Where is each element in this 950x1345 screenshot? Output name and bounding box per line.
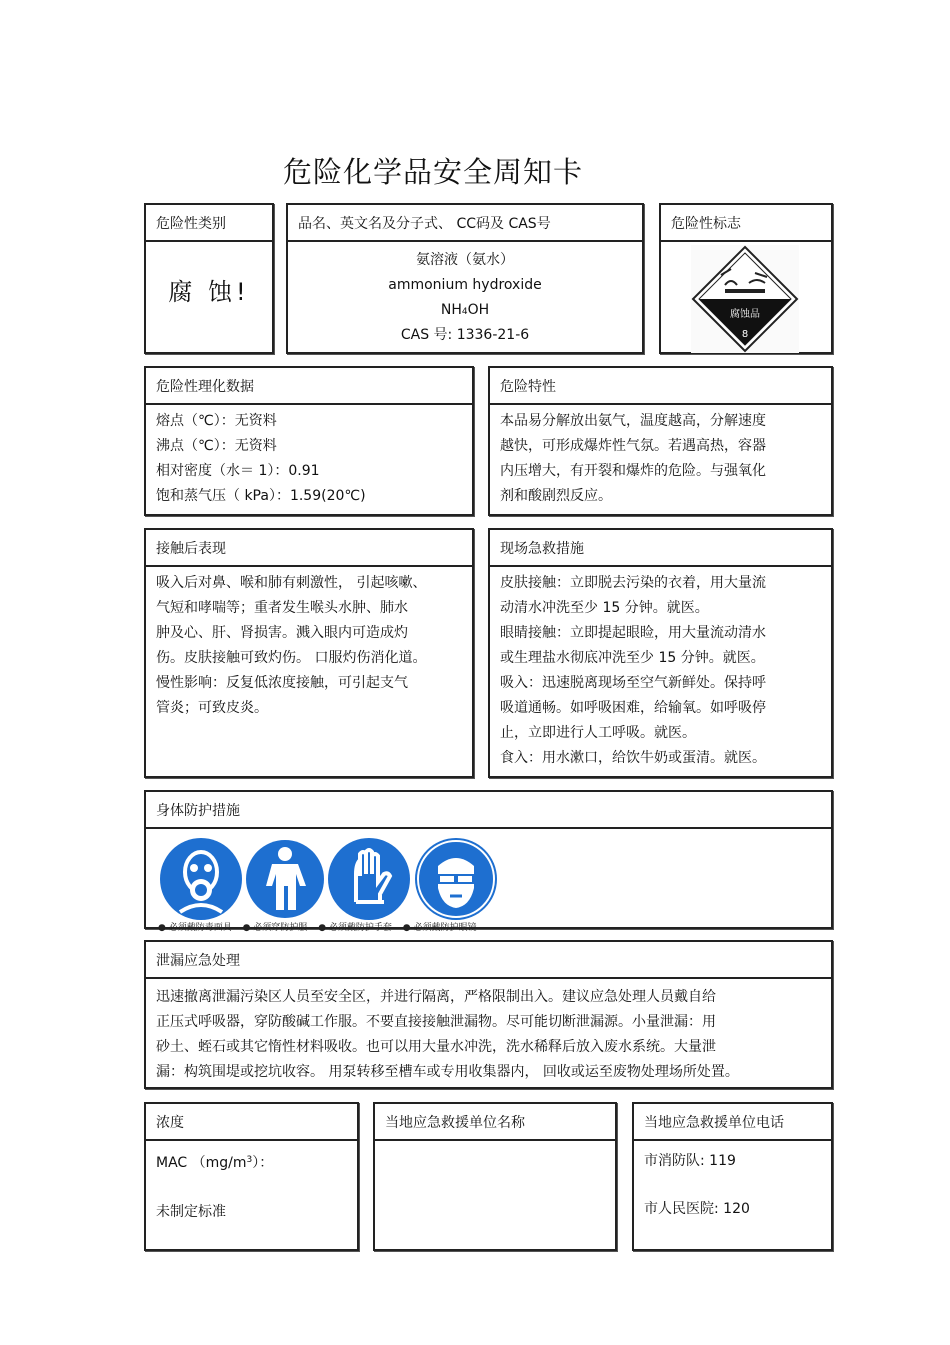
gas-mask-icon	[158, 836, 244, 922]
rescue-unit-box	[373, 1102, 617, 1251]
rescue-unit-header: 当地应急救援单位名称	[375, 1104, 615, 1141]
mac-label: MAC $(mg/m^3)$：	[156, 1155, 274, 1171]
first-aid-line: 或生理盐水彻底冲洗至少 15 分钟。就医。	[500, 650, 765, 666]
exposure-line: 慢性影响：反复低浓度接触，可引起支气	[156, 675, 408, 691]
hazard-features-line: 越快，可形成爆炸性气氛。若遇高热，容器	[500, 438, 766, 454]
exposure-line: 伤。皮肤接触可致灼伤。 口服灼伤消化道。	[156, 650, 427, 666]
exposure-line: 管炎；可致皮炎。	[156, 700, 268, 716]
leak-response-box	[144, 940, 833, 1089]
fire-brigade-phone: 市消防队: 119	[644, 1153, 736, 1169]
rescue-phone-header: 当地应急救援单位电话	[634, 1104, 831, 1141]
first-aid-line: 动清水冲洗至少 15 分钟。就医。	[500, 600, 709, 616]
safety-goggles-icon	[412, 836, 500, 922]
first-aid-header: 现场急救措施	[490, 530, 831, 567]
page-title: 危险化学品安全周知卡	[283, 155, 584, 189]
first-aid-line: 吸道通畅。如呼吸困难，给输氧。如呼吸停	[500, 700, 766, 716]
protective-gloves-icon	[326, 836, 412, 922]
hazard-sign-label: 腐蚀品	[730, 309, 760, 320]
gas-mask-caption: ● 必须戴防毒面具	[158, 923, 232, 933]
exposure-symptoms-header: 接触后表现	[146, 530, 472, 567]
leak-response-header: 泄漏应急处理	[146, 942, 831, 979]
hospital-phone: 市人民医院: 120	[644, 1201, 750, 1217]
rescue-phone-box	[632, 1102, 833, 1251]
protection-captions	[158, 920, 518, 936]
first-aid-box	[488, 528, 833, 778]
english-name: ammonium hydroxide	[388, 277, 542, 293]
protective-suit-icon	[244, 836, 326, 922]
mac-value: 未制定标准	[156, 1204, 226, 1220]
product-identity-box	[286, 203, 644, 354]
first-aid-line: 吸入：迅速脱离现场至空气新鲜处。保持呼	[500, 675, 766, 691]
hazard-features-line: 本品易分解放出氨气，温度越高，分解速度	[500, 413, 766, 429]
exposure-line: 吸入后对鼻、喉和肺有刺激性， 引起咳嗽、	[156, 575, 427, 591]
hazard-class-number: 8	[741, 329, 749, 340]
protective-gloves-caption: ● 必须戴防护手套	[318, 923, 392, 933]
first-aid-line: 皮肤接触：立即脱去污染的衣着，用大量流	[500, 575, 766, 591]
hazard-features-line: 内压增大，有开裂和爆炸的危险。与强氧化	[500, 463, 766, 479]
product-identity-header: 品名、英文名及分子式、 CC码及 CAS号	[288, 205, 642, 242]
first-aid-line: 食入：用水漱口，给饮牛奶或蛋清。就医。	[500, 750, 766, 766]
protective-suit-caption: ● 必须穿防护服	[242, 923, 308, 933]
corrosive-diamond-icon	[691, 245, 799, 357]
exposure-line: 气短和哮喘等；重者发生喉头水肿、肺水	[156, 600, 408, 616]
hazard-sign-box	[659, 203, 833, 354]
leak-line: 漏：构筑围堤或挖坑收容。 用泵转移至槽车或专用收集器内， 回收或运至废物处理场所处置。	[156, 1064, 739, 1080]
hazard-class-box	[144, 203, 274, 354]
body-protection-box	[144, 790, 833, 933]
exposure-symptoms-box	[144, 528, 474, 778]
melting-point: 熔点（℃）：无资料	[156, 413, 277, 429]
exposure-line: 肿及心、肝、肾损害。溅入眼内可造成灼	[156, 625, 408, 641]
cas-number: CAS 号: 1336-21-6	[400, 327, 530, 343]
safety-goggles-caption: ● 必须戴防护眼镜	[402, 923, 477, 933]
body-protection-header: 身体防护措施	[146, 792, 831, 829]
concentration-box	[144, 1102, 359, 1251]
physchem-data-box	[144, 366, 474, 516]
hazard-features-header: 危险特性	[490, 368, 831, 405]
hazard-sign-header: 危险性标志	[661, 205, 831, 242]
chinese-name: 氨溶液（氨水）	[416, 252, 514, 268]
relative-density: 相对密度（水＝ 1）：0.91	[156, 463, 320, 479]
leak-line: 砂土、蛭石或其它惰性材料吸收。也可以用大量水冲洗，洗水稀释后放入废水系统。大量泄	[156, 1039, 716, 1055]
leak-line: 正压式呼吸器，穿防酸碱工作服。不要直接接触泄漏物。尽可能切断泄漏源。小量泄漏：用	[156, 1014, 716, 1030]
molecular-formula: NH4OH	[440, 302, 490, 318]
first-aid-line: 眼睛接触：立即提起眼睑，用大量流动清水	[500, 625, 766, 641]
hazard-features-box	[488, 366, 833, 516]
first-aid-line: 止，立即进行人工呼吸。就医。	[500, 725, 696, 741]
concentration-header: 浓度	[146, 1104, 357, 1141]
hazard-class-value: 腐 蚀!	[168, 278, 250, 306]
physchem-data-header: 危险性理化数据	[146, 368, 472, 405]
leak-line: 迅速撤离泄漏污染区人员至安全区，并进行隔离，严格限制出入。建议应急处理人员戴自给	[156, 989, 716, 1005]
hazard-class-header: 危险性类别	[146, 205, 272, 242]
hazard-features-line: 剂和酸剧烈反应。	[500, 488, 612, 504]
vapor-pressure: 饱和蒸气压（ kPa）：1.59(20℃)	[156, 488, 366, 504]
boiling-point: 沸点（℃）：无资料	[156, 438, 277, 454]
